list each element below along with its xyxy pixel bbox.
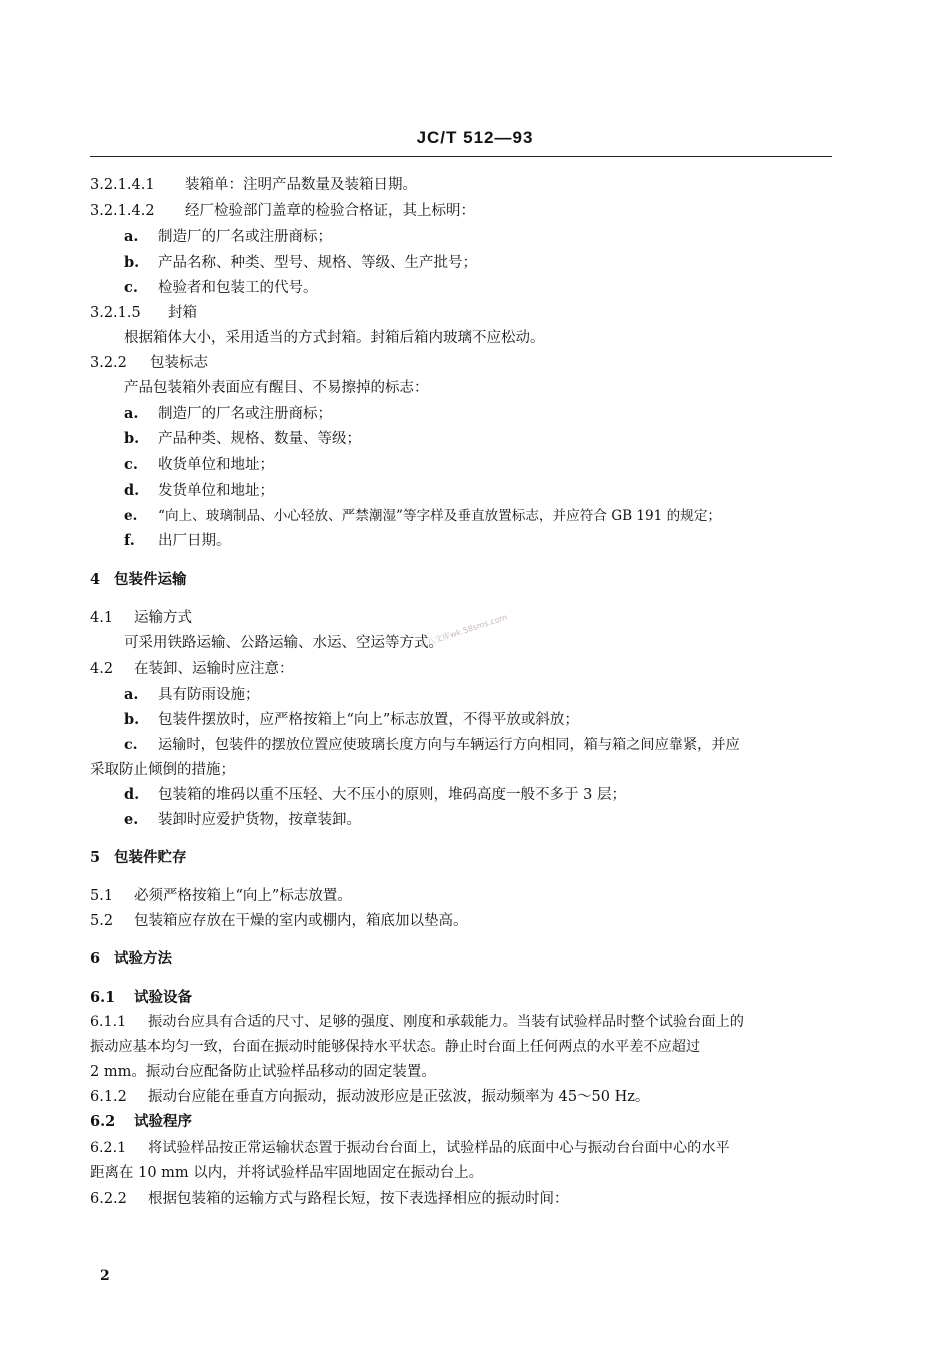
list-item — [124, 506, 721, 526]
clause-4-1 — [90, 608, 192, 628]
clause-title: 试验设备 — [134, 989, 192, 1006]
list-text: 制造厂的厂名或注册商标； — [158, 229, 332, 245]
list-text: 产品名称、种类、型号、规格、等级、生产批号； — [158, 255, 477, 271]
clause-6-1-1 — [90, 1012, 744, 1032]
list-text: 包装件摆放时，应严格按箱上“向上”标志放置，不得平放或斜放； — [158, 712, 579, 728]
clause-number: 6.1.2 — [90, 1089, 127, 1105]
clause-3-2-1-4-1 — [90, 175, 417, 195]
clause-number: 6.2 — [90, 1113, 116, 1130]
list-marker: c. — [124, 737, 138, 753]
clause-text: 在装卸、运输时应注意： — [134, 661, 294, 677]
list-text: 包装箱的堆码以重不压轻、大不压小的原则，堆码高度一般不多于 3 层； — [158, 787, 626, 803]
clause-6-2-1 — [90, 1138, 730, 1158]
header-rule — [90, 156, 832, 157]
list-marker: b. — [124, 711, 140, 728]
list-marker: e. — [124, 508, 138, 524]
list-item — [124, 455, 274, 475]
paragraph: 产品包装箱外表面应有醒目、不易擦掉的标志： — [124, 380, 429, 396]
list-marker: b. — [124, 254, 140, 271]
list-text: 发货单位和地址； — [158, 483, 274, 499]
clause-text: 必须严格按箱上“向上”标志放置。 — [134, 888, 352, 904]
paragraph-continuation: 振动应基本均匀一致，台面在振动时能够保持水平状态。静止时台面上任何两点的水平差不应超过 — [90, 1039, 701, 1055]
clause-text: 振动台应能在垂直方向振动，振动波形应是正弦波，振动频率为 45～50 Hz。 — [148, 1089, 650, 1105]
list-item — [124, 735, 740, 755]
clause-number: 5.2 — [90, 913, 114, 929]
clause-number: 3.2.1.4.2 — [90, 203, 155, 219]
list-item — [124, 404, 332, 424]
clause-number: 6.2.1 — [90, 1140, 127, 1156]
clause-text: 将试验样品按正常运输状态置于振动台台面上，试验样品的底面中心与振动台台面中心的水平 — [148, 1140, 730, 1156]
clause-number: 3.2.1.5 — [90, 305, 141, 321]
section-title: 包装件运输 — [114, 571, 187, 588]
section-number: 5 — [90, 849, 101, 866]
standard-code-header: JC/T 512—93 — [416, 128, 534, 147]
paragraph-continuation: 2 mm。振动台应配备防止试验样品移动的固定装置。 — [90, 1064, 436, 1080]
paragraph: 可采用铁路运输、公路运输、水运、空运等方式。 — [124, 635, 443, 651]
clause-number: 6.1.1 — [90, 1014, 127, 1030]
list-item — [124, 481, 274, 501]
list-item — [124, 685, 260, 705]
clause-title: 试验程序 — [134, 1113, 192, 1130]
list-marker: b. — [124, 430, 140, 447]
list-item — [124, 278, 318, 298]
list-marker: a. — [124, 405, 139, 422]
list-marker: c. — [124, 456, 138, 473]
clause-text: 振动台应具有合适的尺寸、足够的强度、刚度和承载能力。当装有试验样品时整个试验台面上的 — [148, 1014, 744, 1030]
list-item — [124, 810, 361, 830]
clause-text: 经厂检验部门盖章的检验合格证，其上标明： — [185, 203, 475, 219]
clause-6-2-2 — [90, 1189, 569, 1209]
clause-text: 运输方式 — [134, 610, 192, 626]
section-5-heading — [90, 848, 187, 868]
clause-3-2-1-5 — [90, 303, 197, 323]
clause-5-1 — [90, 886, 352, 906]
clause-number: 6.1 — [90, 989, 116, 1006]
clause-3-2-2 — [90, 353, 208, 373]
clause-3-2-1-4-2 — [90, 201, 475, 221]
list-marker: a. — [124, 686, 139, 703]
list-text: 产品种类、规格、数量、等级； — [158, 431, 361, 447]
paragraph-continuation: 距离在 10 mm 以内，并将试验样品牢固地固定在振动台上。 — [90, 1165, 484, 1181]
paragraph: 根据箱体大小，采用适当的方式封箱。封箱后箱内玻璃不应松动。 — [124, 330, 545, 346]
clause-text: 包装箱应存放在干燥的室内或棚内，箱底加以垫高。 — [134, 913, 468, 929]
clause-text: 装箱单：注明产品数量及装箱日期。 — [185, 177, 417, 193]
clause-number: 3.2.1.4.1 — [90, 177, 155, 193]
list-item — [124, 227, 332, 247]
list-text: 检验者和包装工的代号。 — [158, 280, 318, 296]
clause-6-2-heading — [90, 1112, 192, 1132]
section-title: 包装件贮存 — [114, 849, 187, 866]
clause-number: 4.2 — [90, 661, 114, 677]
list-marker: c. — [124, 279, 138, 296]
clause-number: 4.1 — [90, 610, 114, 626]
section-4-heading — [90, 570, 187, 590]
list-text: 制造厂的厂名或注册商标； — [158, 406, 332, 422]
list-marker: d. — [124, 786, 140, 803]
list-text: 装卸时应爱护货物，按章装卸。 — [158, 812, 361, 828]
list-marker: e. — [124, 811, 139, 828]
list-marker: a. — [124, 228, 139, 245]
list-marker: f. — [124, 532, 135, 549]
page-number: 2 — [100, 1268, 110, 1284]
list-text: 具有防雨设施； — [158, 687, 260, 703]
clause-text: 封箱 — [168, 305, 197, 321]
clause-number: 6.2.2 — [90, 1191, 127, 1207]
list-item — [124, 710, 579, 730]
section-number: 4 — [90, 571, 101, 588]
list-item — [124, 253, 477, 273]
section-title: 试验方法 — [114, 950, 172, 967]
clause-number: 3.2.2 — [90, 355, 127, 371]
paragraph-continuation: 采取防止倾倒的措施； — [90, 762, 235, 778]
list-text: 运输时，包装件的摆放位置应使玻璃长度方向与车辆运行方向相同，箱与箱之间应靠紧，并应 — [158, 737, 740, 753]
list-text: 出厂日期。 — [158, 533, 231, 549]
clause-6-1-2 — [90, 1087, 649, 1107]
list-item — [124, 531, 231, 551]
list-item — [124, 429, 361, 449]
watermark: 五八文库wk.58sms.com — [418, 612, 509, 650]
section-6-heading — [90, 949, 172, 969]
clause-5-2 — [90, 911, 468, 931]
list-marker: d. — [124, 482, 140, 499]
list-item — [124, 785, 626, 805]
clause-4-2 — [90, 659, 294, 679]
list-text: “向上、玻璃制品、小心轻放、严禁潮湿”等字样及垂直放置标志，并应符合 GB 191 的规定； — [158, 508, 722, 524]
clause-number: 5.1 — [90, 888, 114, 904]
clause-text: 包装标志 — [150, 355, 208, 371]
section-number: 6 — [90, 950, 101, 967]
clause-text: 根据包装箱的运输方式与路程长短，按下表选择相应的振动时间： — [148, 1191, 569, 1207]
clause-6-1-heading — [90, 988, 192, 1008]
list-text: 收货单位和地址； — [158, 457, 274, 473]
